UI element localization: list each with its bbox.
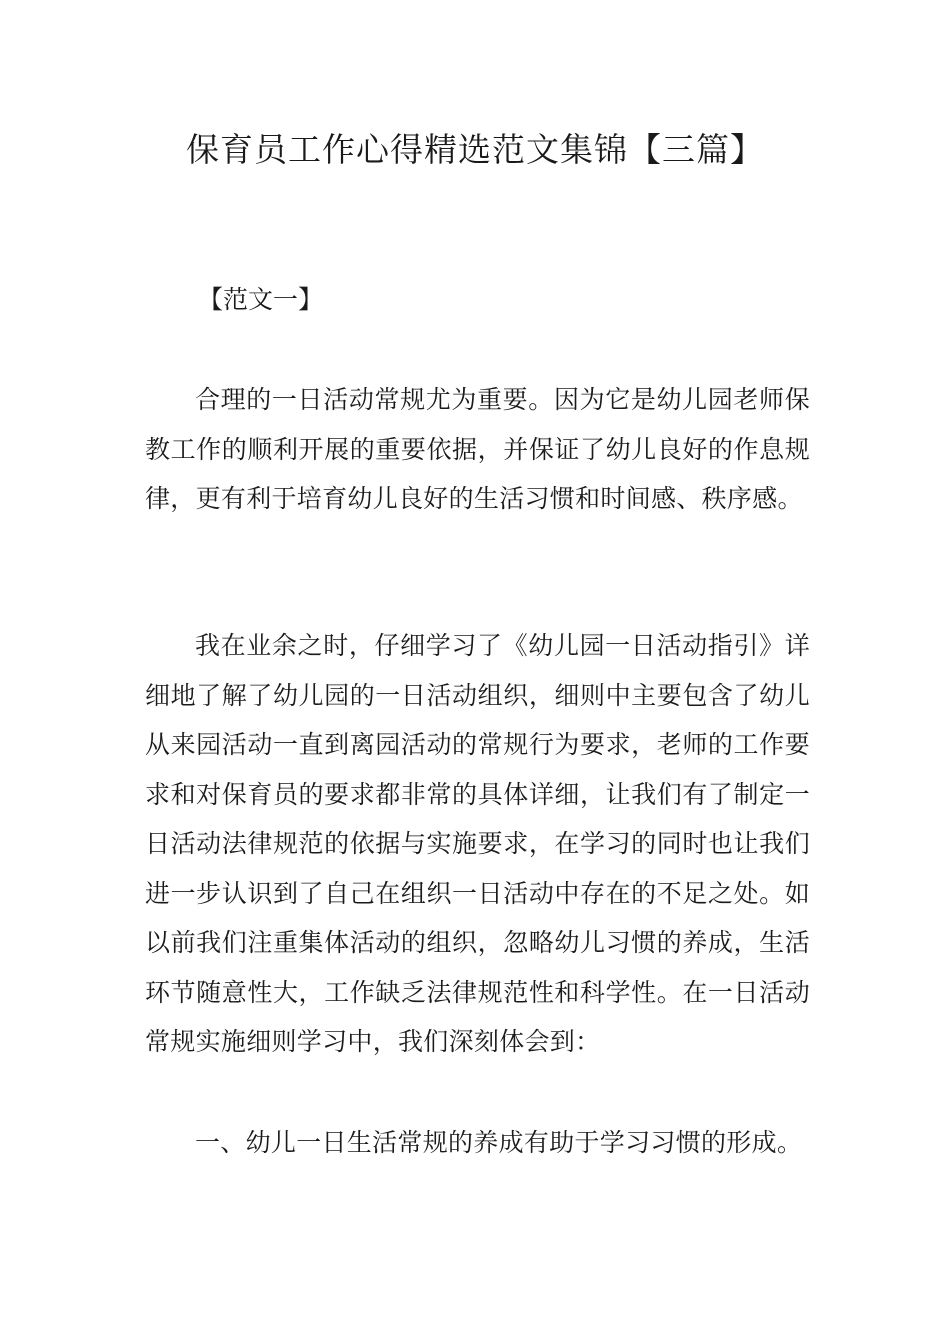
section-label: 【范文一】	[198, 285, 324, 314]
paragraph-2: 我在业余之时，仔细学习了《幼儿园一日活动指引》详细地了解了幼儿园的一日活动组织，细则中主要包含了幼儿从来园活动一直到离园活动的常规行为要求，老师的工作要求和对保育员的要求都非常的具体详细，让我们有了制定一日活动法律规范的依据与实施要求，在学习的同时也让我们进一步认识到了自己在组织一日活动中存在的不足之处。如以前我们注重集体活动的组织，忽略幼儿习惯的养成，生活环节随意性大，工作缺乏法律规范性和科学性。在一日活动常规实施细则学习中，我们深刻体会到：	[145, 631, 810, 1056]
document-title: 保育员工作心得精选范文集锦【三篇】	[186, 130, 764, 169]
paragraph-1: 合理的一日活动常规尤为重要。因为它是幼儿园老师保教工作的顺利开展的重要依据，并保证了幼儿良好的作息规律，更有利于培育幼儿良好的生活习惯和时间感、秩序感。	[145, 385, 810, 513]
paragraph-3: 一、幼儿一日生活常规的养成有助于学习习惯的形成。	[195, 1128, 803, 1157]
